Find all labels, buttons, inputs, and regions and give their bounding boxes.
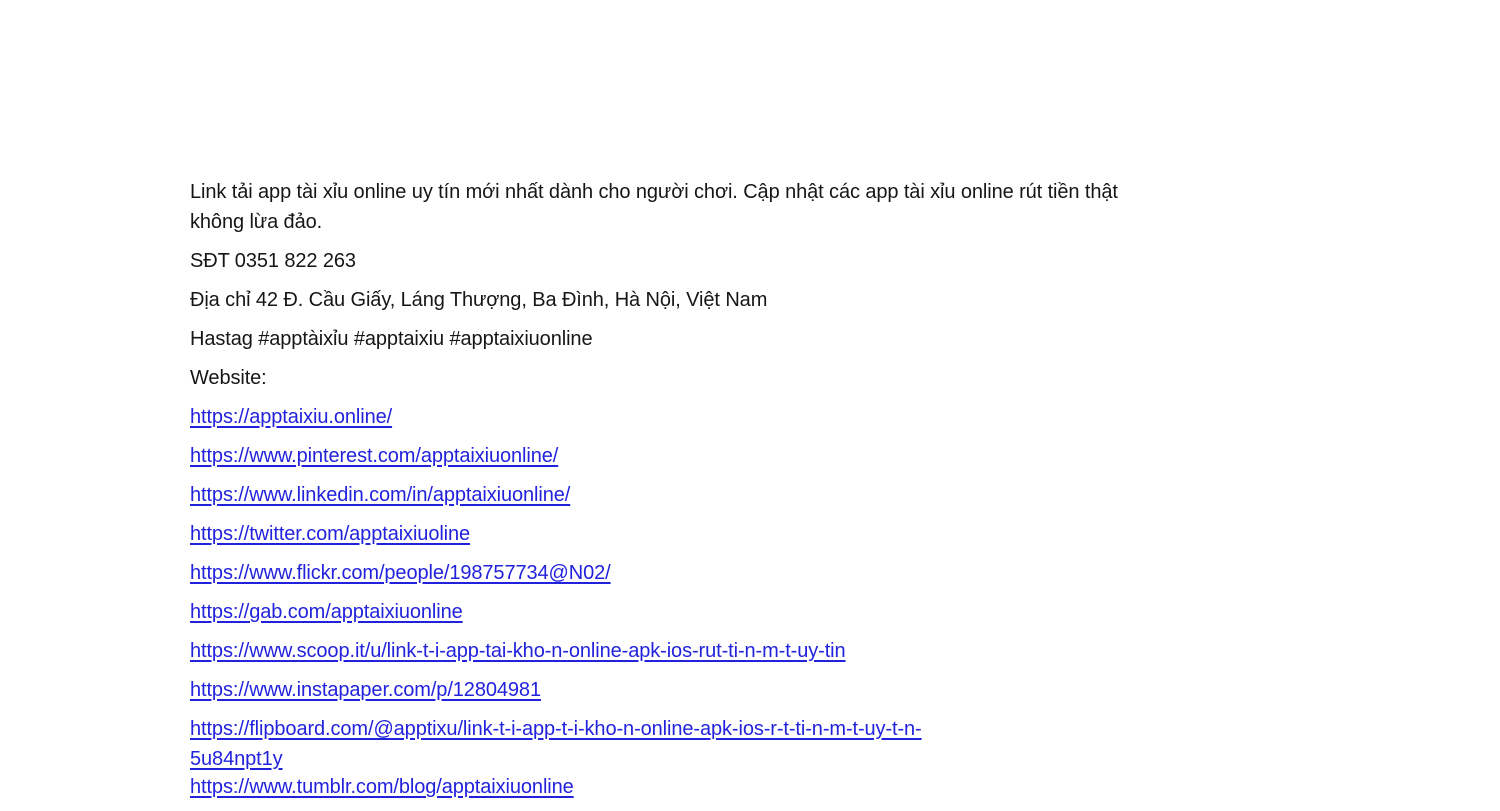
link-flickr-anchor[interactable]: https://www.flickr.com/people/198757734@N02/ (190, 562, 611, 584)
link-linkedin (190, 480, 1370, 510)
link-flipboard (190, 714, 1370, 774)
link-apptaixiu-online (190, 402, 1370, 432)
link-linkedin-anchor[interactable]: https://www.linkedin.com/in/apptaixiuonline/ (190, 484, 571, 506)
document-body (190, 177, 1370, 811)
link-instapaper-anchor[interactable]: https://www.instapaper.com/p/12804981 (190, 679, 541, 701)
link-gab-anchor[interactable]: https://gab.com/apptaixiuonline (190, 601, 463, 623)
website-label: Website: (190, 367, 267, 389)
link-truncated-bottom (190, 772, 1370, 802)
link-twitter-anchor[interactable]: https://twitter.com/apptaixiuoline (190, 523, 471, 545)
link-pinterest-anchor[interactable]: https://www.pinterest.com/apptaixiuonline/ (190, 445, 559, 467)
link-instapaper (190, 675, 1370, 705)
link-pinterest (190, 441, 1370, 471)
link-twitter (190, 519, 1370, 549)
link-scoop-it-anchor[interactable]: https://www.scoop.it/u/link-t-i-app-tai-kho-n-online-apk-ios-rut-ti-n-m-t-uy-tin (190, 640, 846, 662)
phone-line: SĐT 0351 822 263 (190, 250, 356, 272)
address-line: Địa chỉ 42 Đ. Cầu Giấy, Láng Thượng, Ba Đình, Hà Nội, Việt Nam (190, 289, 768, 311)
intro-paragraph: Link tải app tài xỉu online uy tín mới nhất dành cho người chơi. Cập nhật các app tài xỉu online rút tiền thật không lừa đảo. (190, 181, 1118, 233)
link-truncated-bottom-anchor[interactable]: https://www.tumblr.com/blog/apptaixiuonline (190, 776, 574, 798)
link-scoop-it (190, 636, 1370, 666)
hashtags-line: Hastag #apptàixỉu #apptaixiu #apptaixiuonline (190, 328, 593, 350)
link-flipboard-anchor[interactable]: https://flipboard.com/@apptixu/link-t-i-app-t-i-kho-n-online-apk-ios-r-t-ti-n-m-t-uy-t-n- 5u84npt1y (190, 718, 922, 770)
link-apptaixiu-online-anchor[interactable]: https://apptaixiu.online/ (190, 406, 393, 428)
link-flickr (190, 558, 1370, 588)
link-gab (190, 597, 1370, 627)
